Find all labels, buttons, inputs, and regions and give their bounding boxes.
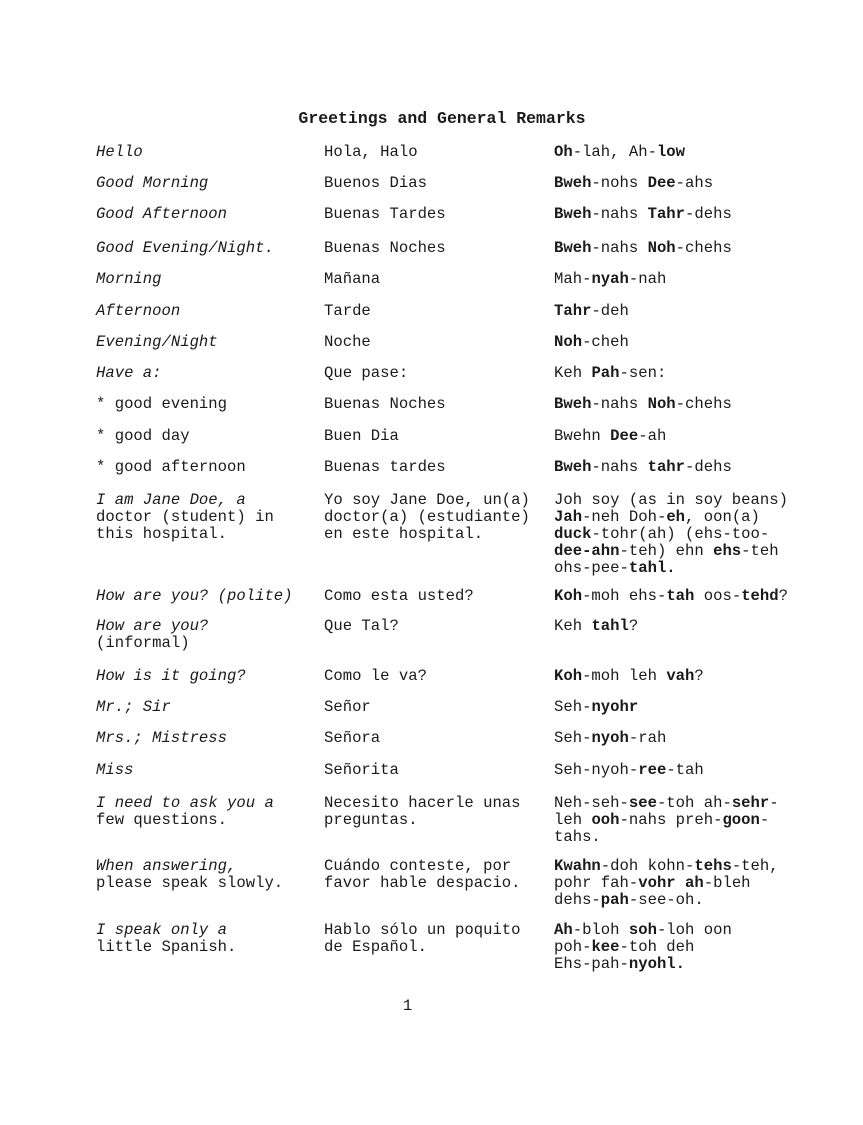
syllable: -dehs [685, 205, 732, 223]
syllable: poh- [554, 938, 592, 956]
syllable: -nahs [591, 395, 648, 413]
spanish-line: Buenas Tardes [324, 205, 446, 223]
spanish-line: Señorita [324, 761, 399, 779]
pronunciation-line [554, 144, 854, 161]
page-title: Greetings and General Remarks [298, 109, 586, 128]
spanish-line: Buenas Noches [324, 239, 446, 257]
syllable: -toh ah- [656, 794, 732, 812]
syllable: -see-oh. [628, 891, 704, 909]
english-line: Mrs.; Mistress [96, 729, 228, 747]
english-phrase [96, 668, 311, 685]
pronunciation-line [554, 922, 854, 939]
english-phrase [96, 858, 311, 892]
spanish-phrase [324, 396, 546, 413]
stressed-syllable: tah [666, 587, 695, 605]
syllable: Joh soy (as in soy beans) [554, 491, 788, 509]
pronunciation-line [554, 812, 854, 829]
spanish-phrase [324, 618, 546, 635]
stressed-syllable: tahl. [628, 559, 676, 577]
spanish-line: Que Tal? [324, 617, 399, 635]
spanish-phrase [324, 699, 546, 716]
pronunciation [554, 730, 854, 747]
pronunciation-line [554, 509, 854, 526]
pronunciation-line [554, 829, 854, 846]
pronunciation [554, 303, 854, 320]
english-line: When answering, [96, 857, 237, 875]
spanish-phrase [324, 303, 546, 320]
pronunciation-line [554, 206, 854, 223]
syllable: Seh- [554, 729, 592, 747]
syllable: -bloh [572, 921, 629, 939]
english-line: Hello [96, 143, 143, 161]
pronunciation-line [554, 858, 854, 875]
spanish-line: doctor(a) (estudiante) [324, 508, 530, 526]
pronunciation-line [554, 762, 854, 779]
syllable: Bwehn [554, 427, 611, 445]
pronunciation-line [554, 459, 854, 476]
pronunciation [554, 365, 854, 382]
pronunciation-line [554, 365, 854, 382]
spanish-line: Noche [324, 333, 371, 351]
pronunciation-line [554, 699, 854, 716]
english-line: please speak slowly. [96, 874, 284, 892]
pronunciation-line [554, 240, 854, 257]
english-line: Have a: [96, 364, 162, 382]
stressed-syllable: sehr [731, 794, 770, 812]
syllable: -moh ehs- [582, 587, 667, 605]
english-phrase [96, 492, 311, 543]
stressed-syllable: vohr ah [638, 874, 704, 892]
spanish-line: Señora [324, 729, 381, 747]
pronunciation-line [554, 303, 854, 320]
english-phrase [96, 459, 311, 476]
syllable: -nah [628, 270, 667, 288]
stressed-syllable: Dee [610, 427, 639, 445]
page-number: 1 [402, 997, 413, 1015]
spanish-line: Como esta usted? [324, 587, 474, 605]
pronunciation-line [554, 668, 854, 685]
syllable: -toh deh [619, 938, 695, 956]
spanish-phrase [324, 922, 546, 956]
pronunciation [554, 762, 854, 779]
stressed-syllable: pah [600, 891, 629, 909]
english-phrase [96, 240, 311, 257]
stressed-syllable: Oh [554, 143, 573, 161]
stressed-syllable: Noh [647, 239, 676, 257]
spanish-phrase [324, 588, 546, 605]
english-line: few questions. [96, 811, 228, 829]
syllable: ? [778, 587, 788, 605]
spanish-line: Que pase: [324, 364, 409, 382]
pronunciation-line [554, 492, 854, 509]
syllable: pohr fah- [554, 874, 639, 892]
pronunciation [554, 795, 854, 846]
english-phrase [96, 175, 311, 192]
stressed-syllable: ree [638, 761, 667, 779]
stressed-syllable: nyohr [591, 698, 639, 716]
syllable: Keh [554, 364, 592, 382]
syllable: -nahs [591, 239, 648, 257]
stressed-syllable: Bweh [554, 174, 592, 192]
pronunciation [554, 428, 854, 445]
english-phrase [96, 396, 311, 413]
english-line: How are you? (polite) [96, 587, 293, 605]
english-phrase [96, 206, 311, 223]
stressed-syllable: Tahr [554, 302, 592, 320]
english-phrase [96, 922, 311, 956]
stressed-syllable: duck [554, 525, 592, 543]
pronunciation [554, 206, 854, 223]
syllable: Neh-seh- [554, 794, 629, 812]
english-phrase [96, 730, 311, 747]
spanish-line: Necesito hacerle unas [324, 794, 521, 812]
english-phrase [96, 588, 311, 605]
pronunciation-line [554, 795, 854, 812]
stressed-syllable: Bweh [554, 205, 592, 223]
stressed-syllable: Dee [647, 174, 676, 192]
stressed-syllable: tahl [591, 617, 629, 635]
stressed-syllable: Jah [554, 508, 583, 526]
spanish-line: favor hable despacio. [324, 874, 521, 892]
english-line: Miss [96, 761, 134, 779]
spanish-line: Hablo sólo un poquito [324, 921, 521, 939]
syllable: -deh [591, 302, 629, 320]
pronunciation-line [554, 334, 854, 351]
pronunciation-line [554, 956, 854, 973]
spanish-phrase [324, 365, 546, 382]
syllable: -loh oon [656, 921, 732, 939]
english-phrase [96, 303, 311, 320]
spanish-phrase [324, 858, 546, 892]
english-line: * good afternoon [96, 458, 246, 476]
pronunciation-line [554, 588, 854, 605]
stressed-syllable: tehs [694, 857, 732, 875]
spanish-line: Yo soy Jane Doe, un(a) [324, 491, 530, 509]
pronunciation [554, 271, 854, 288]
stressed-syllable: Ah [554, 921, 573, 939]
spanish-line: Como le va? [324, 667, 427, 685]
english-line: I need to ask you a [96, 794, 274, 812]
english-line: this hospital. [96, 525, 228, 543]
english-line: Afternoon [96, 302, 181, 320]
stressed-syllable: tehd [741, 587, 779, 605]
spanish-phrase [324, 271, 546, 288]
syllable: -nahs preh- [619, 811, 723, 829]
syllable: ? [628, 617, 639, 635]
stressed-syllable: low [656, 143, 686, 161]
syllable: -bleh [703, 874, 751, 892]
stressed-syllable: Kwahn [554, 857, 601, 875]
spanish-line: Cuándo conteste, por [324, 857, 512, 875]
pronunciation [554, 618, 854, 635]
syllable: ohs-pee- [554, 559, 629, 577]
syllable: -nahs [591, 205, 648, 223]
pronunciation-line [554, 396, 854, 413]
stressed-syllable: soh [628, 921, 657, 939]
english-line: Mr.; Sir [96, 698, 171, 716]
syllable: -tohr(ah) (ehs-too- [591, 525, 770, 543]
spanish-phrase [324, 175, 546, 192]
spanish-phrase [324, 459, 546, 476]
english-line: Good Evening/Night. [96, 239, 274, 257]
english-phrase [96, 699, 311, 716]
stressed-syllable: Bweh [554, 458, 592, 476]
spanish-line: Buenos Dias [324, 174, 427, 192]
stressed-syllable: Noh [554, 333, 583, 351]
spanish-line: Buenas Noches [324, 395, 446, 413]
english-phrase [96, 762, 311, 779]
spanish-phrase [324, 730, 546, 747]
stressed-syllable: see [628, 794, 657, 812]
syllable: Keh [554, 617, 592, 635]
stressed-syllable: eh [666, 508, 686, 526]
english-line: Good Afternoon [96, 205, 228, 223]
syllable: Seh- [554, 698, 592, 716]
english-phrase [96, 271, 311, 288]
stressed-syllable: Pah [591, 364, 620, 382]
pronunciation-line [554, 271, 854, 288]
english-line: * good day [96, 427, 190, 445]
spanish-line: Hola, Halo [324, 143, 418, 161]
pronunciation [554, 492, 854, 577]
syllable: -nahs [591, 458, 648, 476]
stressed-syllable: nyohl. [628, 955, 686, 973]
english-phrase [96, 618, 311, 652]
syllable: , oon(a) [685, 508, 760, 526]
syllable: Mah- [554, 270, 592, 288]
pronunciation [554, 668, 854, 685]
pronunciation-line [554, 875, 854, 892]
spanish-line: Señor [324, 698, 371, 716]
syllable: -ah [638, 427, 667, 445]
english-line: * good evening [96, 395, 228, 413]
syllable: -teh) ehn [619, 542, 714, 560]
pronunciation [554, 175, 854, 192]
syllable: -dehs [685, 458, 732, 476]
spanish-phrase [324, 144, 546, 161]
syllable: - [769, 794, 779, 812]
stressed-syllable: Koh [554, 587, 583, 605]
stressed-syllable: tahr [647, 458, 686, 476]
stressed-syllable: ooh [591, 811, 620, 829]
syllable: leh [554, 811, 592, 829]
spanish-phrase [324, 240, 546, 257]
stressed-syllable: nyoh [591, 729, 629, 747]
pronunciation [554, 240, 854, 257]
spanish-phrase [324, 668, 546, 685]
syllable: tahs. [554, 828, 601, 846]
english-line: How is it going? [96, 667, 246, 685]
english-phrase [96, 795, 311, 829]
english-line: Morning [96, 270, 162, 288]
spanish-line: en este hospital. [324, 525, 484, 543]
english-phrase [96, 365, 311, 382]
english-phrase [96, 428, 311, 445]
pronunciation [554, 858, 854, 909]
pronunciation-line [554, 526, 854, 543]
syllable: -cheh [582, 333, 629, 351]
stressed-syllable: Bweh [554, 395, 592, 413]
stressed-syllable: goon [722, 811, 760, 829]
pronunciation-line [554, 730, 854, 747]
spanish-phrase [324, 492, 546, 543]
pronunciation [554, 588, 854, 605]
stressed-syllable: Bweh [554, 239, 592, 257]
english-line: I am Jane Doe, a [96, 491, 246, 509]
syllable: -nohs [591, 174, 648, 192]
spanish-line: preguntas. [324, 811, 418, 829]
syllable: -teh, [731, 857, 779, 875]
spanish-line: Buen Dia [324, 427, 399, 445]
syllable: oos- [694, 587, 742, 605]
pronunciation-line [554, 175, 854, 192]
syllable: -moh leh [582, 667, 667, 685]
stressed-syllable: Noh [647, 395, 676, 413]
stressed-syllable: ehs [713, 542, 742, 560]
syllable: -tah [666, 761, 704, 779]
spanish-line: Tarde [324, 302, 371, 320]
pronunciation-line [554, 560, 854, 577]
syllable: -sen: [619, 364, 667, 382]
syllable: -teh [741, 542, 779, 560]
spanish-phrase [324, 206, 546, 223]
syllable: dehs- [554, 891, 601, 909]
pronunciation [554, 459, 854, 476]
spanish-line: de Español. [324, 938, 427, 956]
english-phrase [96, 334, 311, 351]
pronunciation [554, 699, 854, 716]
english-line: Evening/Night [96, 333, 218, 351]
pronunciation-line [554, 618, 854, 635]
syllable: -chehs [675, 239, 732, 257]
stressed-syllable: nyah [591, 270, 629, 288]
syllable: -neh Doh- [582, 508, 667, 526]
pronunciation [554, 922, 854, 973]
english-line: How are you? [96, 617, 209, 635]
pronunciation [554, 334, 854, 351]
pronunciation-line [554, 543, 854, 560]
syllable: -ahs [675, 174, 714, 192]
english-line: little Spanish. [96, 938, 237, 956]
syllable: Seh-nyoh- [554, 761, 639, 779]
syllable: ? [694, 667, 704, 685]
stressed-syllable: Koh [554, 667, 583, 685]
syllable: Ehs-pah- [554, 955, 629, 973]
pronunciation [554, 144, 854, 161]
spanish-phrase [324, 428, 546, 445]
syllable: -doh kohn- [600, 857, 695, 875]
stressed-syllable: Tahr [647, 205, 686, 223]
syllable: -lah, Ah- [572, 143, 657, 161]
english-line: doctor (student) in [96, 508, 274, 526]
spanish-line: Mañana [324, 270, 381, 288]
spanish-line: Buenas tardes [324, 458, 446, 476]
pronunciation-line [554, 939, 854, 956]
english-line: I speak only a [96, 921, 228, 939]
stressed-syllable: kee [591, 938, 620, 956]
syllable: - [759, 811, 770, 829]
spanish-phrase [324, 334, 546, 351]
english-line: (informal) [96, 634, 190, 652]
spanish-phrase [324, 795, 546, 829]
stressed-syllable: vah [666, 667, 695, 685]
english-phrase [96, 144, 311, 161]
syllable: -chehs [675, 395, 732, 413]
english-line: Good Morning [96, 174, 209, 192]
pronunciation [554, 396, 854, 413]
stressed-syllable: dee-ahn [554, 542, 620, 560]
pronunciation-line [554, 892, 854, 909]
spanish-phrase [324, 762, 546, 779]
pronunciation-line [554, 428, 854, 445]
syllable: -rah [628, 729, 667, 747]
